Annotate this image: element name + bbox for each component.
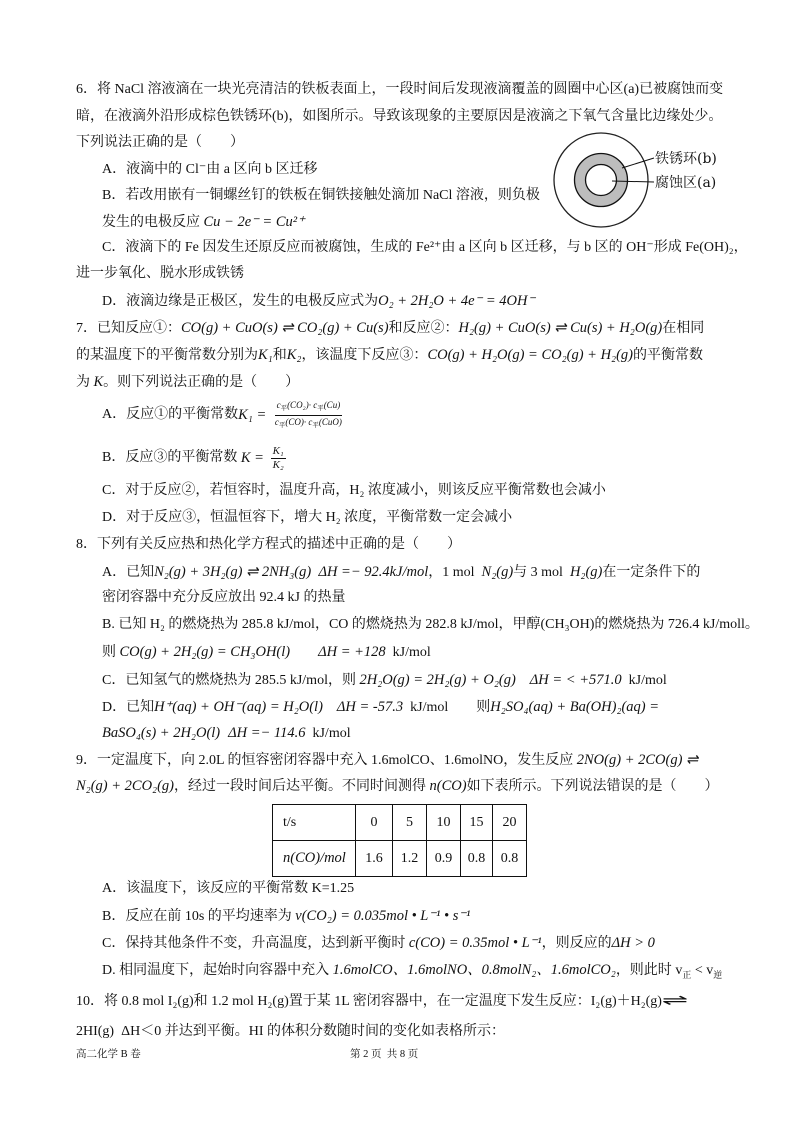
table-header-cell: 0 [356,805,393,841]
q7-option-b-fraction [271,445,286,472]
q8-option-d-equation-2: H₂SO₄(aq) + Ba(OH)₂(aq) = [490,699,660,715]
q8-option-b-unit: kJ/mol [385,645,431,660]
q7-stem-line-2 [76,345,703,365]
q8-option-b-line-1: B. 已知 H₂ 的燃烧热为 285.8 kJ/mol，CO 的燃烧热为 282.8 kJ/mol，甲醇(CH₃OH)的燃烧热为 726.4 kJ/moll。 [102,617,759,632]
q9-option-c-text: ，则反应的 [541,936,612,951]
q8-stem: 8．下列有关反应热和热化学方程式的描述中正确的是（ ） [76,537,461,552]
denominator-part: (CO)· c [285,416,313,427]
q6-option-d-text: D．液滴边缘是正极区，发生的电极反应式为 [102,294,379,309]
table-row [273,805,527,841]
q8-option-c-enthalpy: ΔH = < +571.0 [529,672,622,688]
q8-option-b-equation: CO(g) + 2H₂(g) = CH₃OH(l) [119,644,291,660]
q9-stem-line-2 [76,776,719,796]
q9-option-c-concentration: c(CO) = 0.35mol • L⁻¹ [408,935,542,951]
q7-stem-text: ，该温度下反应③： [301,348,428,363]
table-cell: 0.8 [461,841,493,877]
q9-option-d-v-forward: v [675,963,683,978]
q7-option-b-text: B．反应③的平衡常数 [102,450,241,465]
q8-option-c-equation: 2H₂O(g) = 2H₂(g) + O₂(g) [359,672,516,688]
q8-option-a-line-2: 密闭容器中充分反应放出 92.4 kJ 的热量 [102,590,346,605]
q7-k1-symbol: K₁ [258,347,273,363]
q9-option-d-reverse-subscript: 逆 [713,970,723,980]
rust-ring-leader-line [622,158,654,168]
numerator-part: c [276,399,281,410]
q6-option-a: A．液滴中的 Cl⁻由 a 区向 b 区迁移 [102,162,318,177]
q6-option-b-equation: Cu − 2e⁻ = Cu²⁺ [203,214,305,230]
q7-reaction-2-equation: H₂(g) + CuO(s) ⇌ Cu(s) + H₂O(g) [458,320,663,336]
table-cell: 1.2 [393,841,427,877]
q9-option-d-text: ，则此时 [615,963,676,978]
q7-option-a-k1: K₁ = [238,407,270,423]
q9-option-b-rate: v(CO₂) = 0.035mol • L⁻¹ • s⁻¹ [295,908,471,924]
q7-stem-text: 在相同 [662,321,705,336]
denominator-subscript: 平 [278,421,286,429]
q9-option-d-forward-subscript: 正 [682,970,692,980]
q6-stem-line-3: 下列说法正确的是（ ） [76,135,244,150]
q8-option-a-equation: N₂(g) + 3H₂(g) ⇌ 2NH₃(g) ΔH =− 92.4kJ/mol [154,564,429,580]
table-header-cell: 15 [461,805,493,841]
q7-option-a [102,399,344,431]
q7-stem-text: 。则下列说法正确的是（ ） [103,375,300,390]
q9-stem-text: 9．一定温度下，向 2.0L 的恒容密闭容器中充入 1.6molCO、1.6molNO，发生反应 [76,753,577,768]
q8-option-b-enthalpy: ΔH = +128 [318,644,386,660]
q7-stem-text: 的某温度下的平衡常数分别为 [76,348,258,363]
q7-stem-text: 的平衡常数 [633,348,703,363]
q9-option-d-v-reverse: < v [691,963,714,978]
q7-k-symbol: K [93,374,104,390]
rust-ring-label: 铁锈环(b) [655,151,717,167]
q9-option-a: A．该温度下，该反应的平衡常数 K=1.25 [102,881,355,896]
q8-option-d-enthalpy-2: ΔH =− 114.6 [228,725,306,741]
q8-option-d-text: 则 [476,700,491,715]
fraction-numerator: K₁ [272,444,284,457]
q8-option-d-line-2 [102,723,351,743]
q6-stem-line-2: 暗，在液滴外沿形成棕色铁锈环(b)，如图所示。导致该现象的主要原因是液滴之下氧气含量比边缘处少。 [76,109,723,124]
q8-option-d-unit-2: kJ/mol [305,726,351,741]
q9-option-d-text: D. 相同温度下，起始时向容器中充入 [102,963,333,978]
q6-option-b-text: 发生的电极反应 [102,215,204,230]
table-header-cell: 10 [427,805,461,841]
q9-option-c-text: C．保持其他条件不变，升高温度，达到新平衡时 [102,936,409,951]
q9-option-d [102,960,722,980]
q8-option-a-h2: H₂(g) [569,564,603,580]
table-cell: n(CO)/mol [273,841,356,877]
denominator-part: (CuO) [318,416,342,427]
fraction-denominator [273,416,344,432]
q7-option-d: D．对于反应③，恒温恒容下，增大 H₂ 浓度，平衡常数一定会减小 [102,510,513,525]
q8-option-c-unit: kJ/mol [621,673,667,688]
numerator-subscript: 平 [317,404,324,412]
q7-stem-line-1 [76,318,704,338]
q10-stem-line-1 [76,990,696,1010]
fraction-denominator: K₂ [272,458,284,471]
q9-stem-text: 如下表所示。下列说法错误的是（ ） [466,779,719,794]
q8-option-b-text: 则 [102,645,120,660]
q7-option-b-k: K = [240,450,268,466]
q8-option-a-text: 与 3 mol [513,565,570,580]
q8-option-d-line-1 [102,697,659,717]
q7-stem-text: 和反应②： [388,321,459,336]
q9-option-b-text: B．反应在前 10s 的平均速率为 [102,909,296,924]
numerator-part: (Cu) [323,399,341,410]
q6-option-c-line-2: 进一步氧化、脱水形成铁锈 [76,266,244,281]
q7-stem-text: 和 [272,348,287,363]
q7-reaction-3-equation: CO(g) + H₂O(g) = CO₂(g) + H₂(g) [427,347,633,363]
q9-option-b [102,906,470,926]
q8-option-d-unit-1: kJ/mol [403,700,449,715]
q9-data-table [272,804,527,877]
q9-stem-text: ，经过一段时间后达平衡。不同时间测得 [174,779,430,794]
q8-option-a-text: ，1 mol [428,565,482,580]
q8-option-a-text: 在一定条件下的 [602,565,701,580]
denominator-part: c [274,416,279,427]
q8-option-c [102,670,667,690]
q7-option-a-fraction [273,399,344,432]
corrosion-zone-label: 腐蚀区(a) [655,175,717,191]
q9-option-c [102,933,655,953]
q8-option-a-n2: N₂(g) [481,564,514,580]
numerator-subscript: 平 [280,404,288,412]
footer-page-number: 第 2 页 共 8 页 [350,1049,419,1060]
q6-stem-line-1: 6．将 NaCl 溶液滴在一块光亮清洁的铁板表面上，一段时间后发现液滴覆盖的圆圈中心区(a)已被腐蚀而变 [76,82,724,97]
q7-stem-text: 7．已知反应①： [76,321,181,336]
table-header-cell: 20 [493,805,527,841]
q6-option-b-line-2 [102,212,305,232]
q8-option-d-products: BaSO₄(s) + 2H₂O(l) [102,725,221,741]
q9-reaction-products: N₂(g) + 2CO₂(g) [76,778,174,794]
corrosion-zone-circle [586,165,617,196]
equilibrium-arrow-icon: ⇌ [661,991,689,1009]
q8-option-a-line-1 [102,562,700,582]
q9-option-d-amounts: 1.6molCO、1.6molNO、0.8molN₂、1.6molCO₂ [332,962,616,978]
q9-option-c-enthalpy: ΔH > 0 [611,935,655,951]
q8-option-a-text: A．已知 [102,565,155,580]
q7-k2-symbol: K₂ [286,347,302,363]
q7-option-c: C．对于反应②，若恒容时，温度升高，H₂ 浓度减小，则该反应平衡常数也会减小 [102,483,606,498]
denominator-subscript: 平 [312,421,319,429]
table-header-cell: t/s [273,805,356,841]
table-header-cell: 5 [393,805,427,841]
q8-option-b-line-2 [102,642,431,662]
q7-option-a-text: A．反应①的平衡常数 [102,407,239,422]
q8-option-d-text: D．已知 [102,700,155,715]
table-cell: 1.6 [356,841,393,877]
q6-option-d-equation: O₂ + 2H₂O + 4e⁻ = 4OH⁻ [378,293,536,309]
q10-stem-line-2: 2HI(g) ΔH＜0 并达到平衡。HI 的体积分数随时间的变化如表格所示： [76,1024,505,1039]
numerator-part: (CO₂)· c [287,399,318,410]
q8-option-d-enthalpy-1: ΔH = -57.3 [336,699,404,715]
q8-option-d-equation-1: H⁺(aq) + OH⁻(aq) = H₂O(l) [154,699,323,715]
table-cell: 0.8 [493,841,527,877]
q6-option-b-line-1: B．若改用嵌有一铜螺丝钉的铁板在铜铁接触处滴加 NaCl 溶液，则负极 [102,188,540,203]
q7-reaction-1-equation: CO(g) + CuO(s) ⇌ CO₂(g) + Cu(s) [181,320,389,336]
q9-reaction-reactants: 2NO(g) + 2CO(g) ⇌ [576,752,699,768]
q8-option-c-text: C．已知氢气的燃烧热为 285.5 kJ/mol，则 [102,673,360,688]
q7-stem-text: 为 [76,375,94,390]
q6-option-c-line-1: C．液滴下的 Fe 因发生还原反应而被腐蚀，生成的 Fe²⁺由 a 区向 b 区迁移，与 b 区的 OH⁻形成 Fe(OH)₂， [102,240,748,255]
fraction-numerator [275,399,343,416]
q9-stem-line-1 [76,750,698,770]
footer-exam-name: 高二化学 B 卷 [76,1049,141,1060]
q6-option-d [102,291,535,311]
q7-stem-line-3 [76,372,299,392]
rust-ring-figure [540,125,740,235]
table-row [273,841,527,877]
q7-option-b [102,442,286,474]
q9-nco-symbol: n(CO) [429,778,467,794]
table-cell: 0.9 [427,841,461,877]
q10-stem-text: 10．将 0.8 mol I₂(g)和 1.2 mol H₂(g)置于某 1L 密闭容器中，在一定温度下发生反应：I₂(g)＋H₂(g) [76,994,662,1009]
